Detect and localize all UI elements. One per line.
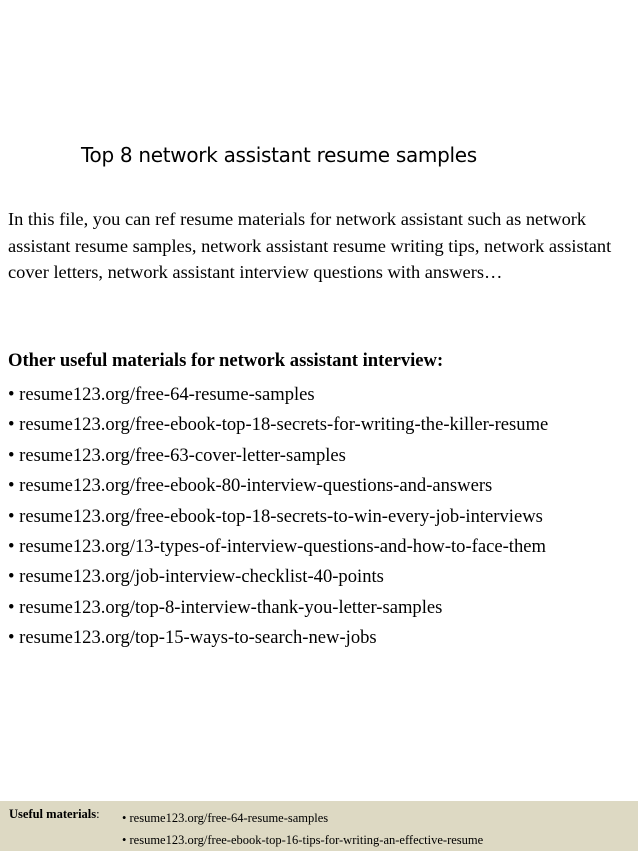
materials-link[interactable]: • resume123.org/job-interview-checklist-40-points xyxy=(8,566,384,588)
materials-link[interactable]: • resume123.org/top-15-ways-to-search-new-jobs xyxy=(8,627,377,649)
page-title: Top 8 network assistant resume samples xyxy=(81,143,477,167)
materials-link[interactable]: • resume123.org/free-ebook-top-18-secrets-to-win-every-job-interviews xyxy=(8,505,543,527)
footer-link[interactable]: • resume123.org/free-ebook-top-16-tips-for-writing-an-effective-resume xyxy=(122,833,484,847)
materials-link[interactable]: • resume123.org/free-64-resume-samples xyxy=(8,384,315,405)
footer-label xyxy=(9,807,100,822)
footer-label-colon: : xyxy=(96,807,100,821)
materials-link[interactable]: • resume123.org/free-ebook-80-interview-questions-and-answers xyxy=(8,475,493,497)
footer-list xyxy=(122,807,483,851)
footer-label-text: Useful materials xyxy=(9,807,97,821)
footer-link[interactable]: • resume123.org/free-64-resume-samples xyxy=(122,811,329,825)
materials-link[interactable]: • resume123.org/13-types-of-interview-questions-and-how-to-face-them xyxy=(8,536,546,558)
materials-list xyxy=(8,380,548,654)
intro-paragraph: In this file, you can ref resume materials for network assistant such as network assistant resume samples, network assistant resume writing tips, network assistant cover letters, network assistant interview questions with answers… xyxy=(8,209,612,282)
materials-link[interactable]: • resume123.org/top-8-interview-thank-you-letter-samples xyxy=(8,596,443,618)
footer-bar xyxy=(0,801,638,851)
materials-link[interactable]: • resume123.org/free-63-cover-letter-samples xyxy=(8,444,346,466)
materials-heading: Other useful materials for network assistant interview: xyxy=(8,350,444,371)
materials-link[interactable]: • resume123.org/free-ebook-top-18-secrets-for-writing-the-killer-resume xyxy=(8,414,549,436)
